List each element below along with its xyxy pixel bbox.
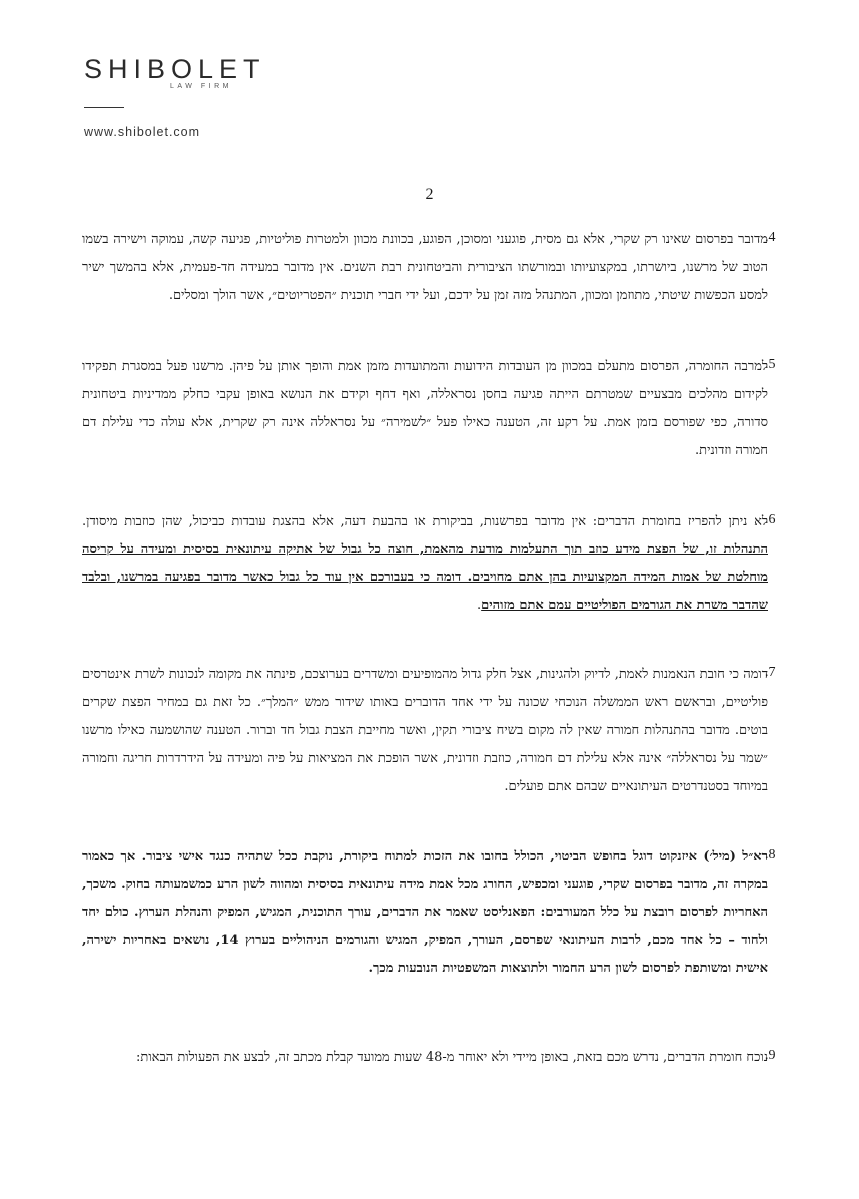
paragraph-6 [82, 508, 768, 620]
paragraph-number-4: .4 [765, 230, 776, 245]
paragraph-7: דומה כי חובת הנאמנות לאמת, לדיוק ולהגינות, אצל חלק גדול מהמופיעים ומשדרים בערוצכם, פינתה את מקומה לנכונות לשרת אינטרסים פוליטיים, ובראשם ראש הממשלה הנוכחי שכונה על ידי אחד הדוברים באותו שידור ממש ״המלך״. כל זאת גם במחיר הפצת שקרים בוטים. מדובר בהתנהלות חמורה שאין לה מקום בשיח ציבורי תקין, ואשר מחייבת הצבת גבול חד וברור. הטענה שהושמעה כאילו מרשנו ״שמר על נסראללה״ אינה אלא עלילת דם חמורה, כוזבת וזדונית, אשר הופכת את המציאות על פיה ומעידה על הידרדרות חריגה וחמורה במיוחד בסטנדרטים העיתונאיים שבהם אתם פועלים. [82, 667, 768, 794]
paragraph-6-emphasis: התנהלות זו, של הפצת מידע כוזב תוך התעלמות מודעת מהאמת, חוצה כל גבול של אתיקה עיתונאית בסיסית ומעידה על קריסה מוחלטת של אמות המידה המקצועיות בהן אתם מחויבים. דומה כי בעבורכם אין עוד כל גבול כאשר מדובר בפגיעה במרשנו, ובלבד שהדבר משרת את הגורמים הפוליטיים עמם אתם מזוהים [82, 542, 768, 613]
paragraph-6-text: לא ניתן להפריז בחומרת הדברים: אין מדובר בפרשנות, בביקורת או בהבעת דעה, אלא בהצגת עובדות כביכול, שהן כוזבות מיסודן. [82, 514, 768, 529]
logo-subtitle: LAW FIRM [170, 83, 232, 90]
page-number: 2 [425, 186, 434, 203]
logo-divider [84, 107, 124, 108]
paragraph-8: רא״ל (מיל׳) איזנקוט דוגל בחופש הביטוי, הכולל בחובו את הזכות למתוח ביקורת, נוקבת ככל שתהיה כנגד אישי ציבור. אך כאמור במקרה זה, מדובר בפרסום שקרי, פוגעני ומכפיש, החורג מכל אמת מידה עיתונאית בסיסית ומהווה לשון הרע כמשמעותה בחוק. משכך, האחריות לפרסום רובצת על כלל המעורבים: הפאנליסט שאמר את הדברים, עורך התוכנית, המגיש, המפיק והנהלת הערוץ. כולם יחד ולחוד – כל אחד מכם, לרבות העיתונאי שפרסם, העורך, המפיק, המגיש והגורמים הניהוליים בערוץ 14, נושאים באחריות ישירה, אישית ומשותפת לפרסום לשון הרע החמור ולתוצאות המשפטיות הנובעות מכך. [82, 849, 769, 976]
paragraph-5: למרבה החומרה, הפרסום מתעלם במכוון מן העובדות הידועות והמתועדות מזמן אמת והופך אותן על פיהן. מרשנו פעל במסגרת תפקידו לקידום מהלכים מבצעיים שמטרתם הייתה פגיעה בחסן נסראללה, ואף דחף וקידם את הנושא באופן עקבי כחלק ממדיניות ביטחונית סדורה, כפי שפורסם בזמן אמת. על רקע זה, הטענה כאילו פעל ״לשמירה״ על נסראללה אינה רק שקרית, אלא עולה כדי עלילת דם חמורה וזדונית. [82, 359, 768, 458]
paragraph-number-7: .7 [765, 665, 776, 680]
paragraph-number-9: .9 [765, 1048, 776, 1063]
paragraph-number-5: .5 [765, 357, 776, 372]
paragraph-6-end: . [477, 598, 482, 613]
paragraph-number-8: .8 [765, 847, 776, 862]
website-link[interactable]: www.shibolet.com [84, 125, 201, 139]
paragraph-4: מדובר בפרסום שאינו רק שקרי, אלא גם מסית, פוגעני ומסוכן, הפוגע, בכוונת מכוון ולמטרות פוליטיות, פגיעה קשה, עמוקה וישירה בשמו הטוב של מרשנו, ביושרתו, במקצועיותו ובמורשתו הציבורית והביטחונית רבת השנים. אין מדובר במעידה חד-פעמית, אלא בהמשך ישיר למסע הכפשות שיטתי, מתוזמן ומכוון, המתנהל מזה זמן על ידכם, ועל ידי חברי תוכנית ״הפטריוטים״, אשר הולך ומסלים. [82, 232, 768, 303]
paragraph-9: נוכח חומרת הדברים, נדרש מכם בזאת, באופן מיידי ולא יאוחר מ-48 שעות ממועד קבלת מכתב זה, לבצע את הפעולות הבאות: [136, 1050, 768, 1065]
logo-wordmark: SHIBOLET [84, 54, 266, 84]
paragraph-number-6: .6 [765, 512, 776, 527]
firm-logo [84, 54, 266, 90]
